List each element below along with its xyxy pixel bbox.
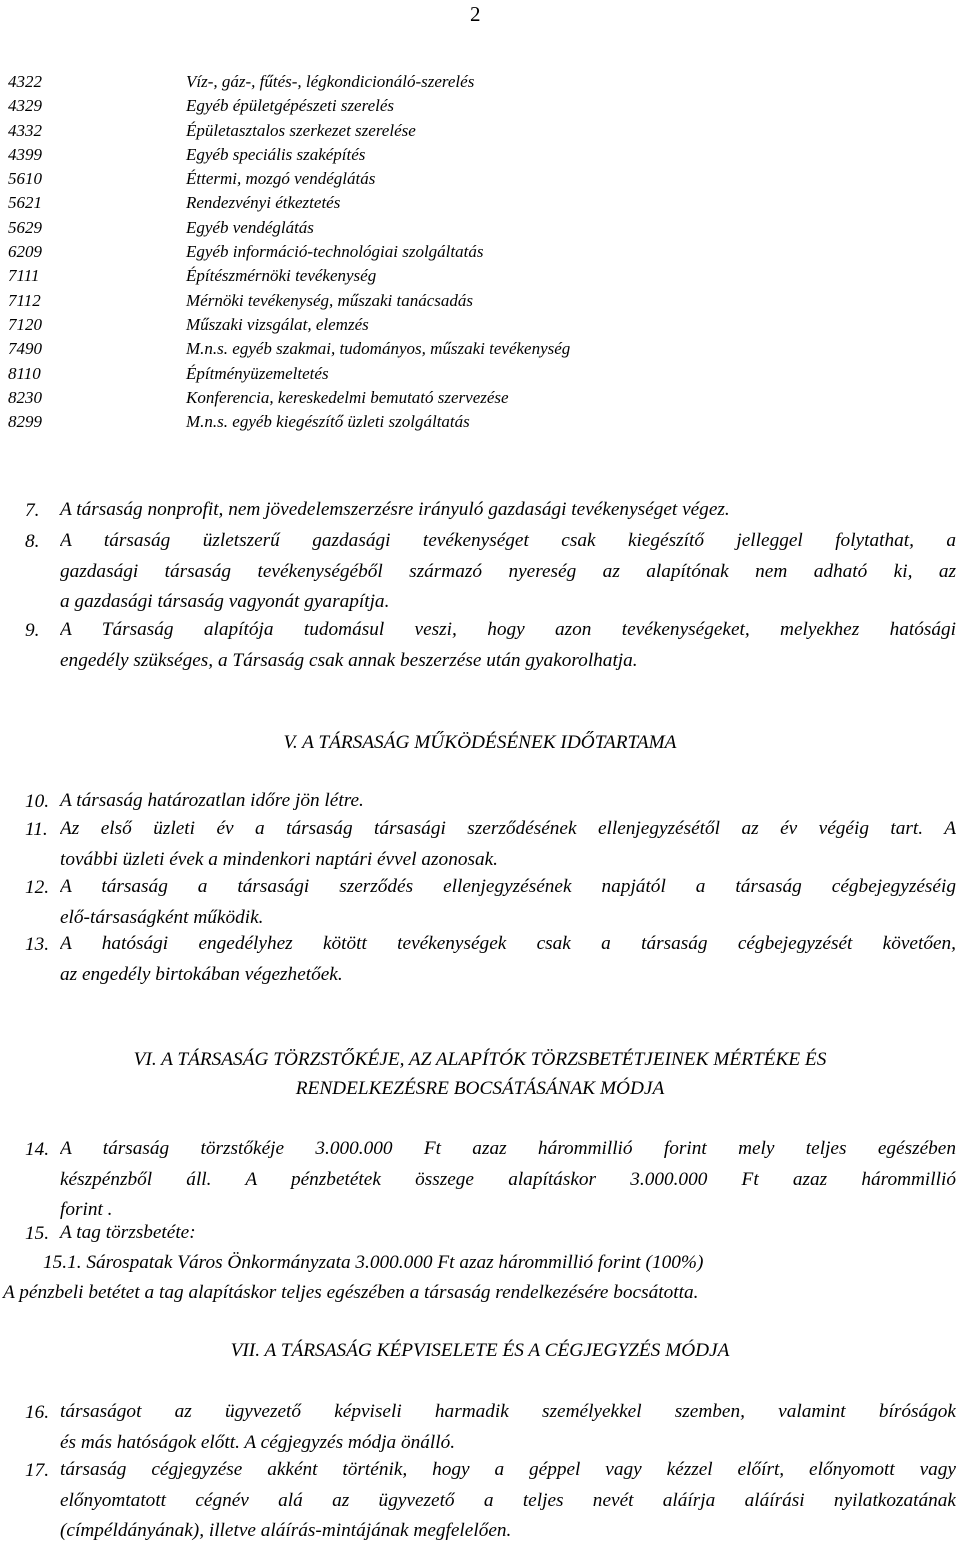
paragraph-line: A hatósági engedélyhez kötött tevékenységek csak a társaság cégbejegyzését követően,: [60, 933, 956, 954]
paragraph-number: 7.: [25, 500, 40, 521]
activity-code: 5621: [8, 193, 42, 213]
paragraph-line: A társaság üzletszerű gazdasági tevékenységet csak kiegészítő jelleggel folytathat, a: [60, 530, 956, 551]
paragraph-number: 10.: [25, 791, 50, 812]
list-item: [8, 96, 768, 120]
section-heading-vi: VI. A TÁRSASÁG TÖRZSTŐKÉJE, AZ ALAPÍTÓK TÖRZSBETÉTJEINEK MÉRTÉKE ÉS: [133, 1049, 827, 1070]
paragraph-line: A társaság a társasági szerződés ellenjegyzésének napjától a társaság cégbejegyzéséig: [60, 876, 956, 897]
paragraph-number: 17.: [25, 1460, 50, 1481]
activity-name: Egyéb vendéglátás: [186, 217, 314, 237]
activity-name: Víz-, gáz-, fűtés-, légkondicionáló-szerelés: [186, 72, 475, 91]
paragraph-line: Az első üzleti év a társaság társasági szerződésének ellenjegyzésétől az év végéig tart. A: [60, 818, 956, 839]
paragraph-line: A Társaság alapítója tudomásul veszi, hogy azon tevékenységeket, melyekhez hatósági: [60, 619, 956, 640]
paragraph-12: [60, 872, 956, 933]
activity-code: 8299: [8, 412, 42, 432]
activity-name: M.n.s. egyéb kiegészítő üzleti szolgáltatás: [186, 412, 470, 432]
paragraph-15-1: 15.1. Sárospatak Város Önkormányzata 3.000.000 Ft azaz hárommillió forint (100%): [43, 1252, 704, 1273]
paragraph-10: A társaság határozatlan időre jön létre.: [60, 790, 364, 811]
list-item: [8, 388, 768, 412]
paragraph-15: A tag törzsbetéte:: [60, 1222, 196, 1243]
paragraph-number: 14.: [25, 1139, 50, 1160]
list-item: [8, 339, 768, 363]
list-item: [8, 242, 768, 266]
activity-name: Mérnöki tevékenység, műszaki tanácsadás: [186, 290, 474, 310]
paragraph-number: 15.: [25, 1223, 50, 1244]
list-item: [8, 266, 768, 290]
activity-name: Egyéb épületgépészeti szerelés: [186, 96, 395, 116]
activity-code: 7490: [8, 339, 42, 359]
section-heading-vi-line2: RENDELKEZÉSRE BOCSÁTÁSÁNAK MÓDJA: [295, 1078, 665, 1099]
list-item: [8, 291, 768, 315]
list-item: [8, 121, 768, 145]
paragraph-line: az engedély birtokában végezhetőek.: [60, 963, 343, 985]
paragraph-line: társaság cégjegyzése akként történik, hogy a géppel vagy kézzel előírt, előnyomott vagy: [60, 1459, 956, 1480]
activity-code-list: [8, 72, 768, 436]
paragraph-line: gazdasági társaság tevékenységéből származó nyereség az alapítónak nem adható ki, az: [60, 560, 956, 582]
paragraph-line: a gazdasági társaság vagyonát gyarapítja.: [60, 591, 390, 612]
activity-code: 7120: [8, 314, 42, 334]
paragraph-line: és más hatóságok előtt. A cégjegyzés módja önálló.: [60, 1431, 456, 1453]
paragraph-8: [60, 526, 956, 618]
paragraph-number: 13.: [25, 934, 50, 955]
activity-name: Konferencia, kereskedelmi bemutató szervezése: [186, 387, 509, 407]
paragraph-line: elő-társaságként működik.: [60, 906, 264, 928]
list-item: [8, 169, 768, 193]
list-item: [8, 315, 768, 339]
paragraph-line: társaságot az ügyvezető képviseli harmadik személyekkel szemben, valamint bíróságok: [60, 1401, 956, 1422]
paragraph-13: [60, 929, 956, 990]
paragraph-16: [60, 1397, 956, 1458]
activity-code: 8110: [8, 363, 41, 383]
paragraph-line: előnyomtatott cégnév alá az ügyvezető a teljes nevét aláírja aláírási nyilatkozatának: [60, 1489, 956, 1511]
section-heading-v: V. A TÁRSASÁG MŰKÖDÉSÉNEK IDŐTARTAMA: [283, 732, 677, 753]
paragraph-number: 8.: [25, 531, 40, 552]
paragraph-11: [60, 814, 956, 875]
paragraph-line: engedély szükséges, a Társaság csak annak beszerzése után gyakorolhatja.: [60, 649, 638, 671]
activity-code: 7112: [8, 290, 41, 310]
activity-name: Éttermi, mozgó vendéglátás: [186, 169, 376, 189]
list-item: [8, 193, 768, 217]
paragraph-line: további üzleti évek a mindenkori naptári évvel azonosak.: [60, 848, 498, 870]
list-item: [8, 218, 768, 242]
paragraph-14: [60, 1134, 956, 1226]
section-heading-vii: VII. A TÁRSASÁG KÉPVISELETE ÉS A CÉGJEGYZÉS MÓDJA: [230, 1340, 730, 1361]
list-item: [8, 364, 768, 388]
paragraph-number: 16.: [25, 1402, 50, 1423]
activity-name: Építészmérnöki tevékenység: [186, 266, 377, 286]
page-number: 2: [470, 2, 481, 26]
activity-code: 5629: [8, 217, 42, 237]
activity-name: Épületasztalos szerkezet szerelése: [186, 120, 416, 140]
activity-name: M.n.s. egyéb szakmai, tudományos, műszaki tevékenység: [186, 339, 571, 359]
paragraph-number: 9.: [25, 620, 40, 641]
paragraph-line: (címpéldányának), illetve aláírás-mintájának megfelelően.: [60, 1520, 512, 1541]
list-item: [8, 72, 768, 96]
activity-code: 5610: [8, 169, 42, 189]
activity-name: Rendezvényi étkeztetés: [186, 193, 341, 213]
paragraph-15-note: A pénzbeli betétet a tag alapításkor teljes egészében a társaság rendelkezésére bocsátotta.: [3, 1282, 699, 1303]
activity-code: 4322: [8, 72, 42, 91]
activity-name: Építményüzemeltetés: [186, 363, 329, 383]
paragraph-7: A társaság nonprofit, nem jövedelemszerzésre irányuló gazdasági tevékenységet végez.: [60, 499, 730, 520]
activity-code: 7111: [8, 266, 40, 286]
paragraph-line: készpénzből áll. A pénzbetétek összege alapításkor 3.000.000 Ft azaz hárommillió: [60, 1168, 956, 1190]
activity-code: 4332: [8, 120, 42, 140]
paragraph-17: [60, 1455, 956, 1547]
paragraph-number: 11.: [25, 819, 48, 840]
paragraph-line: A társaság törzstőkéje 3.000.000 Ft azaz hárommillió forint mely teljes egészében: [60, 1138, 956, 1159]
activity-name: Műszaki vizsgálat, elemzés: [186, 314, 369, 334]
paragraph-number: 12.: [25, 877, 50, 898]
paragraph-line: forint .: [60, 1199, 113, 1220]
list-item: [8, 145, 768, 169]
activity-name: Egyéb információ-technológiai szolgáltatás: [186, 242, 484, 262]
activity-name: Egyéb speciális szaképítés: [186, 144, 366, 164]
paragraph-9: [60, 615, 956, 676]
activity-code: 4399: [8, 144, 42, 164]
activity-code: 6209: [8, 242, 42, 262]
activity-code: 4329: [8, 96, 42, 116]
list-item: [8, 412, 768, 436]
activity-code: 8230: [8, 387, 42, 407]
